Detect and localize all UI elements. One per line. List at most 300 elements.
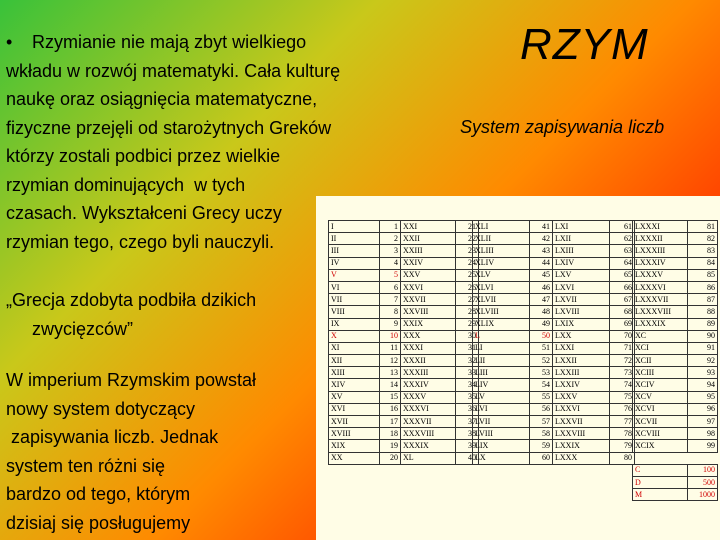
arabic-value-cell: 56: [530, 403, 553, 415]
table-row: [553, 379, 635, 391]
table-row: [633, 245, 718, 257]
roman-numeral-cell: III: [329, 245, 380, 257]
roman-numeral-cell: XVII: [329, 416, 380, 428]
table-row: [553, 403, 635, 415]
table-row: [329, 245, 401, 257]
arabic-value-cell: 2: [380, 233, 401, 245]
roman-numeral-cell: V: [329, 269, 380, 281]
arabic-value-cell: 3: [380, 245, 401, 257]
roman-numeral-cell: VIII: [329, 306, 380, 318]
roman-numeral-cell: LVII: [473, 416, 530, 428]
roman-numeral-cell: XVIII: [329, 428, 380, 440]
table-row: [329, 440, 401, 452]
arabic-value-cell: 100: [688, 464, 718, 476]
arabic-value-cell: 54: [530, 379, 553, 391]
arabic-value-cell: 8: [380, 306, 401, 318]
roman-numeral-cell: XIX: [329, 440, 380, 452]
arabic-value-cell: 15: [380, 391, 401, 403]
arabic-value-cell: 32: [456, 355, 479, 367]
arabic-value-cell: 64: [610, 257, 635, 269]
arabic-value-cell: 99: [688, 440, 718, 452]
table-row: [633, 257, 718, 269]
arabic-value-cell: 58: [530, 428, 553, 440]
table-row: [329, 379, 401, 391]
roman-numeral-cell: XCIX: [633, 440, 688, 452]
arabic-value-cell: 49: [530, 318, 553, 330]
roman-numeral-cell: C: [633, 464, 688, 476]
roman-numeral-cell: XII: [329, 355, 380, 367]
arabic-value-cell: 45: [530, 269, 553, 281]
arabic-value-cell: 84: [688, 257, 718, 269]
arabic-value-cell: 97: [688, 416, 718, 428]
roman-numeral-cell: LIV: [473, 379, 530, 391]
text-line: [6, 286, 336, 315]
table-row: [329, 221, 401, 233]
arabic-value-cell: 30: [456, 330, 479, 342]
arabic-value-cell: 98: [688, 428, 718, 440]
roman-numeral-cell: XCVI: [633, 403, 688, 415]
roman-numeral-cell: LXXIX: [553, 440, 610, 452]
arabic-value-cell: 93: [688, 367, 718, 379]
text-line-content: rzymian tego, czego byli nauczyli.: [6, 231, 275, 252]
roman-numeral-cell: XCI: [633, 342, 688, 354]
arabic-value-cell: 12: [380, 355, 401, 367]
numeral-table: [632, 220, 718, 501]
table-row: [553, 452, 635, 464]
table-row: [329, 233, 401, 245]
arabic-value-cell: 91: [688, 342, 718, 354]
numeral-table: [472, 220, 553, 465]
table-row: [329, 428, 401, 440]
roman-numeral-cell: LIX: [473, 440, 530, 452]
roman-numeral-cell: XLVI: [473, 281, 530, 293]
table-row: [401, 428, 479, 440]
roman-numeral-cell: D: [633, 476, 688, 488]
roman-numeral-cell: XLIII: [473, 245, 530, 257]
text-line-content: system ten różni się: [6, 455, 166, 476]
roman-numeral-cell: LII: [473, 355, 530, 367]
arabic-value-cell: 89: [688, 318, 718, 330]
arabic-value-cell: 83: [688, 245, 718, 257]
table-row: [553, 281, 635, 293]
roman-numeral-cell: LXIX: [553, 318, 610, 330]
arabic-value-cell: 36: [456, 403, 479, 415]
text-line: [6, 199, 356, 228]
arabic-value-cell: 80: [610, 452, 635, 464]
table-row: [553, 245, 635, 257]
text-line: [6, 423, 306, 452]
table-row: [473, 257, 553, 269]
arabic-value-cell: 500: [688, 476, 718, 488]
roman-numeral-cell: XLIX: [473, 318, 530, 330]
table-row: [401, 452, 479, 464]
table-row: [401, 416, 479, 428]
arabic-value-cell: 29: [456, 318, 479, 330]
table-row: [633, 452, 718, 464]
arabic-value-cell: 38: [456, 428, 479, 440]
table-row: [473, 306, 553, 318]
text-line: [6, 509, 306, 538]
roman-numeral-cell: LX: [473, 452, 530, 464]
arabic-value-cell: 18: [380, 428, 401, 440]
table-row: [401, 221, 479, 233]
arabic-value-cell: 65: [610, 269, 635, 281]
arabic-value-cell: 90: [688, 330, 718, 342]
table-row: [473, 281, 553, 293]
page-subtitle: System zapisywania liczb: [460, 117, 665, 137]
roman-numeral-cell: XXXVIII: [401, 428, 456, 440]
arabic-value-cell: 10: [380, 330, 401, 342]
table-row: [633, 367, 718, 379]
roman-numeral-cell: XC: [633, 330, 688, 342]
table-row: [329, 318, 401, 330]
arabic-value-cell: 78: [610, 428, 635, 440]
roman-numeral-cell: XXXV: [401, 391, 456, 403]
roman-numeral-cell: [633, 452, 688, 464]
arabic-value-cell: 88: [688, 306, 718, 318]
roman-numeral-cell: XLVII: [473, 294, 530, 306]
roman-numeral-cell: LXXXVII: [633, 294, 688, 306]
table-row: [553, 428, 635, 440]
roman-numeral-cell: XXVI: [401, 281, 456, 293]
roman-numeral-cell: M: [633, 489, 688, 501]
roman-numeral-cell: LXXXV: [633, 269, 688, 281]
arabic-value-cell: 68: [610, 306, 635, 318]
table-row: [633, 440, 718, 452]
text-line-content: naukę oraz osiągnięcia matematyczne,: [6, 89, 318, 109]
table-row: [401, 403, 479, 415]
text-line: [6, 171, 356, 200]
roman-numeral-cell: LVIII: [473, 428, 530, 440]
arabic-value-cell: 35: [456, 391, 479, 403]
text-line: [6, 395, 306, 424]
text-line-content: zwycięzców”: [32, 318, 134, 339]
arabic-value-cell: 21: [456, 221, 479, 233]
arabic-value-cell: 94: [688, 379, 718, 391]
table-row: [329, 403, 401, 415]
roman-numeral-cell: XXIII: [401, 245, 456, 257]
table-row: [401, 281, 479, 293]
roman-numeral-cell: LXX: [553, 330, 610, 342]
roman-numeral-cell: XLII: [473, 233, 530, 245]
roman-numeral-cell: LXXII: [553, 355, 610, 367]
roman-numeral-cell: LXVIII: [553, 306, 610, 318]
roman-numeral-cell: IX: [329, 318, 380, 330]
table-row: [553, 355, 635, 367]
roman-numeral-cell: XIII: [329, 367, 380, 379]
roman-numeral-cell: LXXXII: [633, 233, 688, 245]
roman-numeral-cell: XXXIII: [401, 367, 456, 379]
roman-numeral-cell: XXII: [401, 233, 456, 245]
arabic-value-cell: 33: [456, 367, 479, 379]
roman-numeral-cell: I: [329, 221, 380, 233]
roman-numeral-cell: II: [329, 233, 380, 245]
table-row: [633, 489, 718, 501]
roman-numeral-cell: LXVII: [553, 294, 610, 306]
bullet-icon: •: [6, 32, 13, 52]
text-line: [6, 366, 306, 395]
arabic-value-cell: 55: [530, 391, 553, 403]
arabic-value-cell: 13: [380, 367, 401, 379]
table-row: [633, 281, 718, 293]
roman-numeral-cell: XI: [329, 342, 380, 354]
table-row: [633, 355, 718, 367]
arabic-value-cell: 26: [456, 281, 479, 293]
table-row: [329, 452, 401, 464]
arabic-value-cell: 14: [380, 379, 401, 391]
table-row: [401, 233, 479, 245]
table-row: [633, 221, 718, 233]
arabic-value-cell: 9: [380, 318, 401, 330]
text-line-content: „Grecja zdobyta podbiła dzikich: [6, 290, 257, 310]
roman-numeral-cell: XXX: [401, 330, 456, 342]
arabic-value-cell: 67: [610, 294, 635, 306]
arabic-value-cell: 96: [688, 403, 718, 415]
text-line: [6, 480, 306, 509]
roman-numeral-cell: LXV: [553, 269, 610, 281]
table-row: [401, 294, 479, 306]
arabic-value-cell: 82: [688, 233, 718, 245]
table-row: [401, 342, 479, 354]
roman-numeral-cell: XXIV: [401, 257, 456, 269]
table-row: [553, 416, 635, 428]
roman-numeral-cell: XXXIX: [401, 440, 456, 452]
roman-numeral-cell: XLV: [473, 269, 530, 281]
table-row: [473, 416, 553, 428]
table-row: [553, 233, 635, 245]
roman-numeral-cell: LI: [473, 342, 530, 354]
roman-numeral-cell: XCV: [633, 391, 688, 403]
table-row: [633, 379, 718, 391]
roman-numeral-cell: LXXVIII: [553, 428, 610, 440]
arabic-value-cell: 81: [688, 221, 718, 233]
text-line-content: W imperium Rzymskim powstał: [6, 370, 257, 390]
arabic-value-cell: 76: [610, 403, 635, 415]
arabic-value-cell: 63: [610, 245, 635, 257]
arabic-value-cell: 39: [456, 440, 479, 452]
text-line-content: zapisywania liczb. Jednak: [6, 427, 219, 447]
roman-numeral-cell: VII: [329, 294, 380, 306]
roman-numeral-cell: XLI: [473, 221, 530, 233]
text-line: [6, 315, 336, 344]
table-row: [633, 464, 718, 476]
arabic-value-cell: 53: [530, 367, 553, 379]
roman-numeral-cell: XLVIII: [473, 306, 530, 318]
roman-numeral-cell: XV: [329, 391, 380, 403]
arabic-value-cell: 60: [530, 452, 553, 464]
roman-numeral-cell: XCVIII: [633, 428, 688, 440]
table-row: [473, 367, 553, 379]
arabic-value-cell: 20: [380, 452, 401, 464]
arabic-value-cell: 19: [380, 440, 401, 452]
arabic-value-cell: 6: [380, 281, 401, 293]
table-row: [401, 245, 479, 257]
arabic-value-cell: 74: [610, 379, 635, 391]
table-row: [473, 403, 553, 415]
table-row: [329, 416, 401, 428]
text-line: [6, 452, 306, 481]
arabic-value-cell: 62: [610, 233, 635, 245]
table-row: [329, 257, 401, 269]
table-row: [473, 221, 553, 233]
page-title: RZYM: [520, 20, 649, 69]
arabic-value-cell: 44: [530, 257, 553, 269]
table-row: [401, 391, 479, 403]
roman-numeral-cell: XLIV: [473, 257, 530, 269]
roman-numeral-cell: XL: [401, 452, 456, 464]
roman-numeral-cell: XXV: [401, 269, 456, 281]
arabic-value-cell: 69: [610, 318, 635, 330]
arabic-value-cell: 25: [456, 269, 479, 281]
arabic-value-cell: 24: [456, 257, 479, 269]
roman-numeral-cell: LXIV: [553, 257, 610, 269]
roman-numeral-cell: XXXI: [401, 342, 456, 354]
arabic-value-cell: 75: [610, 391, 635, 403]
quote-paragraph: [6, 286, 336, 343]
arabic-value-cell: 1: [380, 221, 401, 233]
table-row: [633, 428, 718, 440]
table-row: [633, 306, 718, 318]
arabic-value-cell: 59: [530, 440, 553, 452]
roman-numeral-cell: LXXXVIII: [633, 306, 688, 318]
text-line: [6, 228, 356, 257]
roman-numerals-tables: [328, 220, 718, 538]
arabic-value-cell: 86: [688, 281, 718, 293]
table-row: [553, 391, 635, 403]
roman-numeral-cell: XXIX: [401, 318, 456, 330]
table-row: [401, 440, 479, 452]
table-row: [401, 318, 479, 330]
arabic-value-cell: 16: [380, 403, 401, 415]
arabic-value-cell: 7: [380, 294, 401, 306]
arabic-value-cell: 57: [530, 416, 553, 428]
table-row: [633, 294, 718, 306]
numeral-table: [552, 220, 635, 465]
roman-numeral-cell: LXXIII: [553, 367, 610, 379]
arabic-value-cell: 85: [688, 269, 718, 281]
arabic-value-cell: 34: [456, 379, 479, 391]
text-line: [6, 57, 356, 86]
table-row: [473, 294, 553, 306]
table-row: [473, 342, 553, 354]
text-line-content: wkładu w rozwój matematyki. Cała kulturę: [6, 60, 341, 81]
roman-numeral-cell: LXXXIX: [633, 318, 688, 330]
table-row: [473, 318, 553, 330]
arabic-value-cell: [688, 452, 718, 464]
text-line-content: czasach. Wykształceni Grecy uczy: [6, 203, 282, 223]
table-row: [401, 330, 479, 342]
table-row: [553, 221, 635, 233]
table-row: [473, 330, 553, 342]
arabic-value-cell: 23: [456, 245, 479, 257]
text-line: [6, 142, 356, 171]
arabic-value-cell: 70: [610, 330, 635, 342]
arabic-value-cell: 92: [688, 355, 718, 367]
arabic-value-cell: 61: [610, 221, 635, 233]
arabic-value-cell: 37: [456, 416, 479, 428]
arabic-value-cell: 41: [530, 221, 553, 233]
text-line: [6, 28, 356, 57]
roman-numeral-cell: LVI: [473, 403, 530, 415]
table-row: [473, 440, 553, 452]
table-row: [553, 330, 635, 342]
arabic-value-cell: 95: [688, 391, 718, 403]
table-row: [633, 269, 718, 281]
imperium-paragraph: [6, 366, 306, 537]
table-row: [329, 330, 401, 342]
roman-numeral-cell: VI: [329, 281, 380, 293]
roman-numeral-cell: LXIII: [553, 245, 610, 257]
roman-numeral-cell: XXXIV: [401, 379, 456, 391]
table-row: [329, 294, 401, 306]
arabic-value-cell: 52: [530, 355, 553, 367]
roman-numeral-cell: XCIV: [633, 379, 688, 391]
table-row: [473, 245, 553, 257]
roman-numeral-cell: LXII: [553, 233, 610, 245]
arabic-value-cell: 42: [530, 233, 553, 245]
roman-numeral-cell: XXI: [401, 221, 456, 233]
roman-numeral-cell: XXVII: [401, 294, 456, 306]
arabic-value-cell: 50: [530, 330, 553, 342]
table-row: [329, 306, 401, 318]
table-row: [633, 476, 718, 488]
table-row: [633, 391, 718, 403]
roman-numeral-cell: XXXVI: [401, 403, 456, 415]
text-line-content: Rzymianie nie mają zbyt wielkiego: [32, 32, 307, 52]
table-row: [329, 269, 401, 281]
table-row: [329, 355, 401, 367]
arabic-value-cell: 87: [688, 294, 718, 306]
roman-numeral-cell: XCII: [633, 355, 688, 367]
table-row: [473, 391, 553, 403]
roman-numeral-cell: LXXIV: [553, 379, 610, 391]
text-line-content: nowy system dotyczący: [6, 398, 196, 419]
table-row: [633, 233, 718, 245]
arabic-value-cell: 43: [530, 245, 553, 257]
roman-numeral-cell: IV: [329, 257, 380, 269]
roman-numeral-cell: LXXVII: [553, 416, 610, 428]
roman-numeral-cell: LXXXVI: [633, 281, 688, 293]
arabic-value-cell: 40: [456, 452, 479, 464]
arabic-value-cell: 77: [610, 416, 635, 428]
table-row: [633, 330, 718, 342]
table-row: [553, 306, 635, 318]
table-row: [401, 269, 479, 281]
table-row: [329, 367, 401, 379]
text-line-content: rzymian dominujących w tych: [6, 174, 246, 195]
roman-numeral-cell: XCIII: [633, 367, 688, 379]
numeral-table: [328, 220, 401, 465]
arabic-value-cell: 71: [610, 342, 635, 354]
table-row: [401, 306, 479, 318]
roman-numeral-cell: XXXVII: [401, 416, 456, 428]
arabic-value-cell: 79: [610, 440, 635, 452]
arabic-value-cell: 11: [380, 342, 401, 354]
arabic-value-cell: 46: [530, 281, 553, 293]
arabic-value-cell: 51: [530, 342, 553, 354]
table-row: [633, 318, 718, 330]
table-row: [553, 257, 635, 269]
roman-numeral-cell: L: [473, 330, 530, 342]
arabic-value-cell: 22: [456, 233, 479, 245]
table-row: [633, 403, 718, 415]
table-row: [553, 318, 635, 330]
arabic-value-cell: 48: [530, 306, 553, 318]
arabic-value-cell: 1000: [688, 489, 718, 501]
arabic-value-cell: 5: [380, 269, 401, 281]
table-row: [633, 416, 718, 428]
table-row: [553, 294, 635, 306]
